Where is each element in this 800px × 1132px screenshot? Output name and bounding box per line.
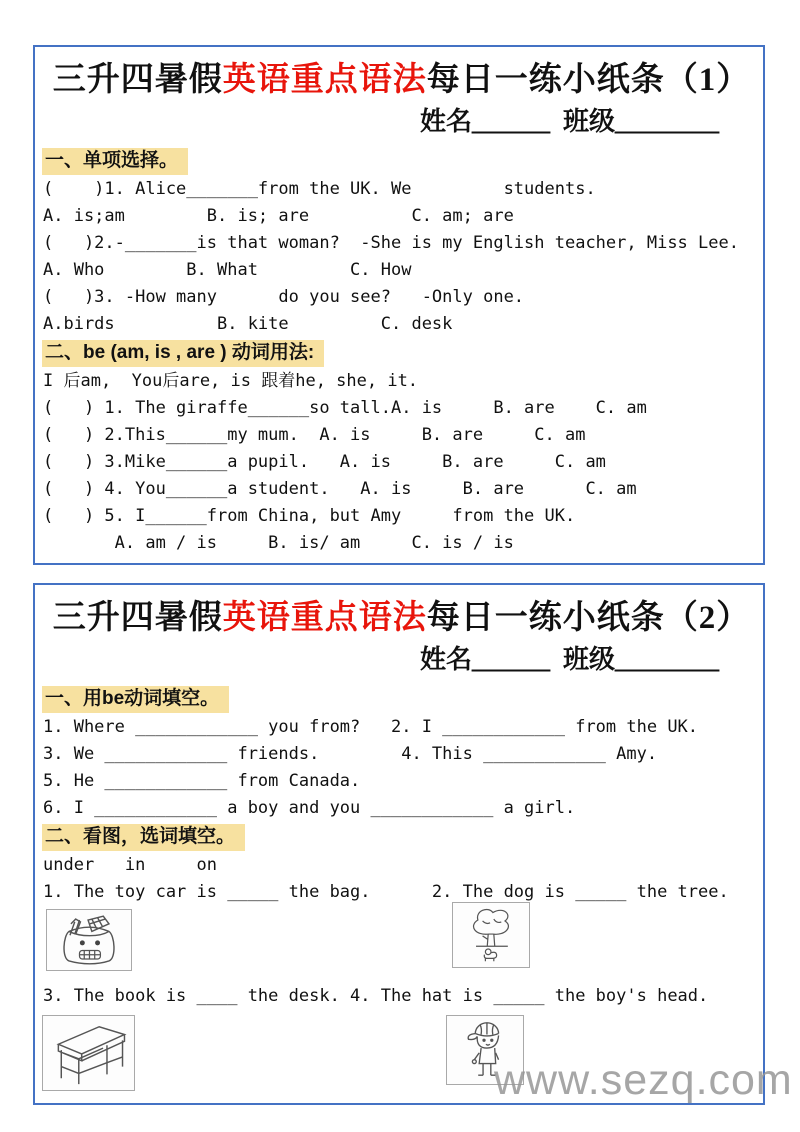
answer-options-line: A. Who B. What C. How (43, 260, 412, 280)
question-line: ( )1. Alice_______from the UK. We students. (43, 179, 596, 199)
tree-with-dog-icon (456, 906, 526, 964)
section-header-be-verbs: 二、be (am, is , are ) 动词用法: (42, 340, 324, 367)
question-line: ( ) 1. The giraffe______so tall.A. is B. are C. am (43, 398, 647, 418)
question-line: ( ) 5. I______from China, but Amy from the UK. (43, 506, 576, 526)
site-watermark: www.sezq.com (494, 1056, 793, 1104)
grammar-rule-line: I 后am, You后are, is 跟着he, she, it. (43, 371, 419, 391)
answer-options-line: A. am / is B. is/ am C. is / is (43, 533, 514, 553)
tree-dog-image (452, 902, 530, 968)
schoolbag-with-face-icon (50, 912, 128, 968)
worksheet-title-1 (40, 58, 763, 102)
title-red-accent: 英语重点语法 (222, 62, 427, 98)
schoolbag-image (46, 909, 132, 971)
section-header-picture-fill: 二、看图，选词填空。 (42, 824, 245, 851)
question-line: ( ) 2.This______my mum. A. is B. are C. am (43, 425, 586, 445)
picture-question-line: 1. The toy car is _____ the bag. 2. The dog is _____ the tree. (43, 882, 729, 902)
worksheet-title-2 (40, 596, 763, 640)
fill-blank-line: 1. Where ____________ you from? 2. I ____________ from the UK. (43, 717, 699, 737)
answer-options-line: A.birds B. kite C. desk (43, 314, 453, 334)
title-pre: 三升四暑假 (52, 600, 223, 636)
word-bank: under in on (43, 855, 217, 875)
title-red-accent: 英语重点语法 (222, 600, 427, 636)
section-header-fill-be: 一、用be动词填空。 (42, 686, 229, 713)
picture-row-1 (40, 908, 763, 976)
worksheet-card-2 (33, 583, 765, 1105)
question-line: ( ) 3.Mike______a pupil. A. is B. are C. am (43, 452, 606, 472)
question-line: ( ) 4. You______a student. A. is B. are C. am (43, 479, 637, 499)
desk-image (42, 1015, 135, 1091)
fill-blank-line: 6. I ____________ a boy and you ____________ a girl. (43, 798, 576, 818)
answer-options-line: A. is;am B. is; are C. am; are (43, 206, 514, 226)
school-desk-icon (46, 1018, 131, 1088)
name-class-blanks: 姓名＿＿＿ 班级＿＿＿＿ (419, 107, 719, 136)
title-post: 每日一练小纸条（1） (426, 62, 751, 98)
question-line: ( )2.-_______is that woman? -She is my English teacher, Miss Lee. (43, 233, 739, 253)
picture-question-line: 3. The book is ____ the desk. 4. The hat is _____ the boy's head. (43, 986, 709, 1006)
worksheet-card-1 (33, 45, 765, 565)
section-header-choice: 一、单项选择。 (42, 148, 188, 175)
question-line: ( )3. -How many do you see? -Only one. (43, 287, 525, 307)
name-class-blanks: 姓名＿＿＿ 班级＿＿＿＿ (419, 645, 719, 674)
title-pre: 三升四暑假 (52, 62, 223, 98)
title-post: 每日一练小纸条（2） (426, 600, 751, 636)
fill-blank-line: 3. We ____________ friends. 4. This ____________ Amy. (43, 744, 658, 764)
fill-blank-line: 5. He ____________ from Canada. (43, 771, 361, 791)
